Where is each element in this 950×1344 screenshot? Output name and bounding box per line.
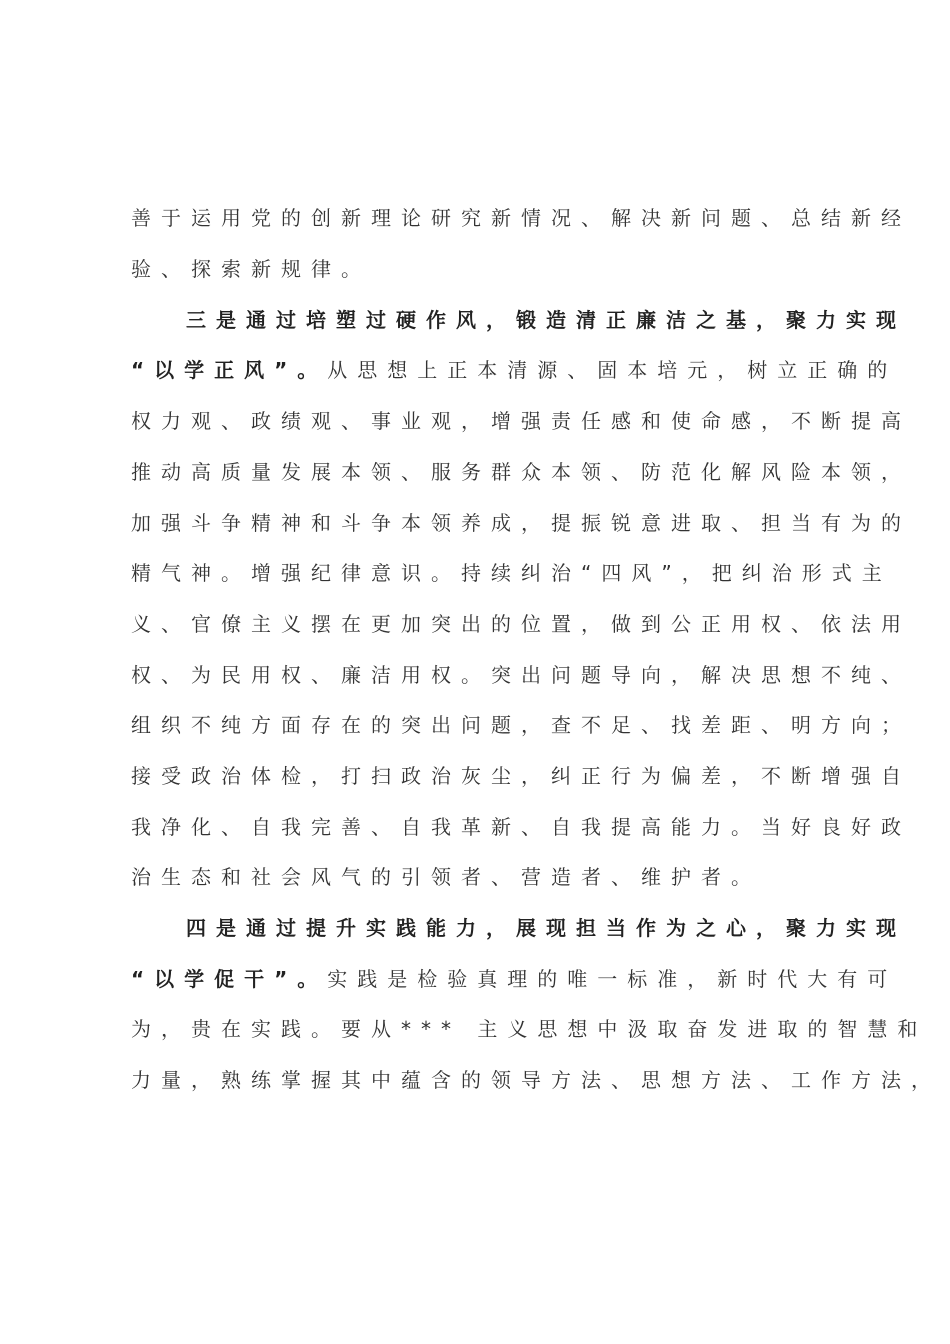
section-heading-line [186,308,906,332]
line-text: 从思想上正本清源、固本培元，树立正确的 [327,358,898,382]
heading-text: 三是通过培塑过硬作风，锻造清正廉洁之基，聚力实现 [186,308,906,332]
paragraph-line [131,713,911,737]
paragraph-line [131,663,911,687]
paragraph-line [131,865,831,889]
line-text: 验、探索新规律。 [131,257,371,281]
paragraph-line [131,511,911,535]
heading-text: “以学正风”。 [131,358,328,382]
paragraph-line [131,1017,928,1041]
line-text: 权、为民用权、廉洁用权。突出问题导向，解决思想不纯、 [131,663,911,687]
line-text: 权力观、政绩观、事业观，增强责任感和使命感，不断提高 [131,409,911,433]
line-text: 力量，熟练掌握其中蕴含的领导方法、思想方法、工作方法， [131,1068,941,1092]
paragraph-line [131,409,911,433]
line-text: 善于运用党的创新理论研究新情况、解决新问题、总结新经 [131,206,911,230]
line-text: 治生态和社会风气的引领者、营造者、维护者。 [131,865,761,889]
line-text: 义、官僚主义摆在更加突出的位置，做到公正用权、依法用 [131,612,911,636]
heading-text: “以学促干”。 [131,967,328,991]
paragraph-line [131,764,911,788]
line-text: 精气神。增强纪律意识。持续纠治“四风”，把纠治形式主 [131,561,892,585]
line-text: 我净化、自我完善、自我革新、自我提高能力。当好良好政 [131,815,911,839]
paragraph-line [131,460,911,484]
paragraph-line [131,815,911,839]
line-text: 组织不纯方面存在的突出问题，查不足、找差距、明方向； [131,713,911,737]
line-text: 加强斗争精神和斗争本领养成，提振锐意进取、担当有为的 [131,511,911,535]
paragraph-line [131,1068,941,1092]
line-text: 为，贵在实践。要从*** 主义思想中汲取奋发进取的智慧和 [131,1017,928,1041]
line-text: 实践是检验真理的唯一标准，新时代大有可 [327,967,898,991]
line-text: 推动高质量发展本领、服务群众本领、防范化解风险本领， [131,460,911,484]
paragraph-line [131,206,911,230]
paragraph-line [131,257,831,281]
paragraph-line [131,358,898,382]
paragraph-line [131,561,892,585]
heading-text: 四是通过提升实践能力，展现担当作为之心，聚力实现 [186,916,906,940]
paragraph-line [131,967,898,991]
paragraph-line [131,612,911,636]
section-heading-line [186,916,906,940]
line-text: 接受政治体检，打扫政治灰尘，纠正行为偏差，不断增强自 [131,764,911,788]
